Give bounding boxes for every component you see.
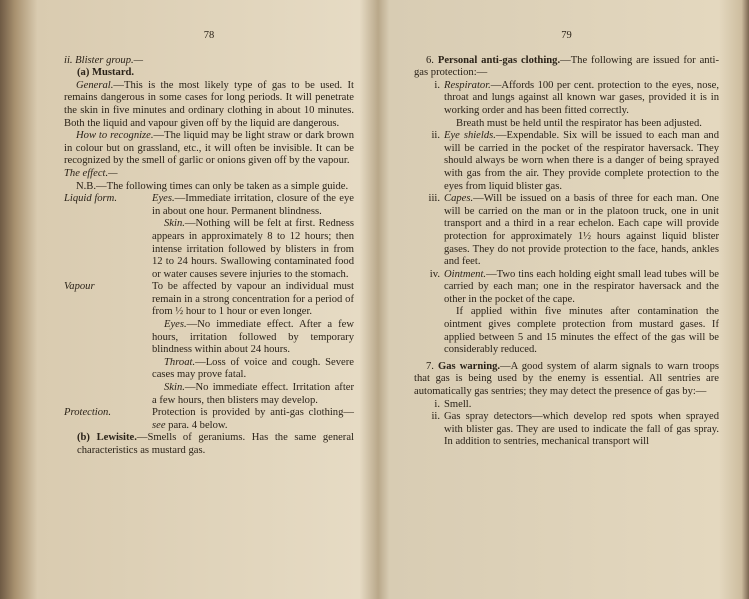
- clothing-item: i. Respirator.—Affords 100 per cent. protection to the eyes, nose, throat and lungs against all known war gases, provided it is in working order and has been fitted correctly. Breath must be held until the respirator has been adjusted.: [434, 79, 719, 129]
- clothing-paragraph: 6. Personal anti-gas clothing.—The following are issued for anti-gas protection:—: [414, 54, 719, 79]
- left-page-number: 78: [203, 30, 215, 41]
- detection-item: i. Smell.: [434, 398, 472, 410]
- liquid-form-entry: [64, 193, 365, 281]
- mustard-heading: (a) Mustard.: [77, 67, 135, 79]
- right-page-number: 79: [561, 30, 572, 41]
- protection-text: Protection is provided by anti-gas clothing—see para. 4 below.: [152, 407, 354, 431]
- liquid-eyes-text: Eyes.—Immediate irritation, closure of the eye in about one hour. Permanent blindness.: [152, 193, 354, 217]
- left-page: [20, 0, 365, 599]
- effect-heading: The effect.—: [64, 167, 118, 179]
- liquid-skin-text: Skin.—Nothing will be felt at first. Redness appears in approximately 8 to 12 hours; then intense irritation followed by blisters in from 12 to 24 hours. Swallowing contaminated food or water causes severe injuries to the stomach.: [152, 218, 354, 280]
- vapour-throat-text: Throat.—Loss of voice and cough. Severe cases may prove fatal.: [152, 356, 354, 381]
- clothing-item: iv. Ointment.—Two tins each holding eight small lead tubes will be carried by each man; one in the respirator haversack and the other in the pocket of the cape. If applied within five minutes after contamination the ointment gives complete protection from mustard gases. If applied between 5 and 15 minutes the effect of the gas will be considerably reduced.: [429, 268, 719, 356]
- vapour-skin-text: Skin.—No immediate effect. Irritation after a few hours, then blisters may develop.: [152, 382, 354, 406]
- clothing-item: iii. Capes.—Will be issued on a basis of three for each man. One will be carried on the man or in the platoon truck, one in unit transport and a third in a rear echelon. Each cape will provide protection for approximately 1½ hours against liquid blister gases. They do not provide protection to the face, hands, ankles and feet.: [428, 193, 719, 268]
- vapour-label: Vapour: [64, 281, 95, 293]
- right-page: [392, 0, 737, 599]
- nb-paragraph: N.B.—The following times can only be taken as a simple guide.: [76, 180, 349, 192]
- blister-group-heading: ii. Blister group.—: [64, 54, 144, 66]
- gas-warning-paragraph: 7. Gas warning.—A good system of alarm signals to warn troops that gas is being used by the enemy is essential. All sentries are automatically gas sentries; they may detect the presence of gas by:—: [414, 360, 719, 398]
- lewisite-paragraph: (b) Lewisite.—Smells of geraniums. Has the same general characteristics as mustard gas.: [77, 432, 354, 456]
- liquid-form-label: Liquid form.: [64, 193, 117, 205]
- protection-entry: [64, 407, 365, 432]
- vapour-eyes-text: Eyes.—No immediate effect. After a few hours, irritation followed by temporary blindness within about 24 hours.: [152, 319, 354, 356]
- detection-item: ii. Gas spray detectors—which develop red spots when sprayed with blister gas. They are used to indicate the fall of gas spray. In addition to sentries, mechanical transport will: [431, 411, 719, 448]
- recognize-paragraph: How to recognize.—The liquid may be light straw or dark brown in colour but on grassland, etc., it will often be invisible. It can be recognized by the smell of garlic or onions given off by the vapour.: [64, 130, 355, 167]
- clothing-item: ii. Eye shields.—Expendable. Six will be issued to each man and will be carried in the pocket of the respirator haversack. They should always be worn when there is a danger of being sprayed with gas from the air. They provide complete protection to the eyes from liquid blister gas.: [431, 130, 719, 192]
- protection-label: Protection.: [64, 407, 111, 419]
- vapour-entry: [64, 281, 365, 407]
- general-paragraph: General.—This is the most likely type of gas to be used. It remains dangerous in some cases for long periods. It will penetrate the skin in five minutes and ordinary clothing in about 10 minutes. Both the liquid and vapour given off by the liquid are dangerous.: [64, 79, 354, 129]
- vapour-text: To be affected by vapour an individual must remain in a strong concentration for a period of from ½ hour to 1 hour or even longer.: [152, 281, 354, 318]
